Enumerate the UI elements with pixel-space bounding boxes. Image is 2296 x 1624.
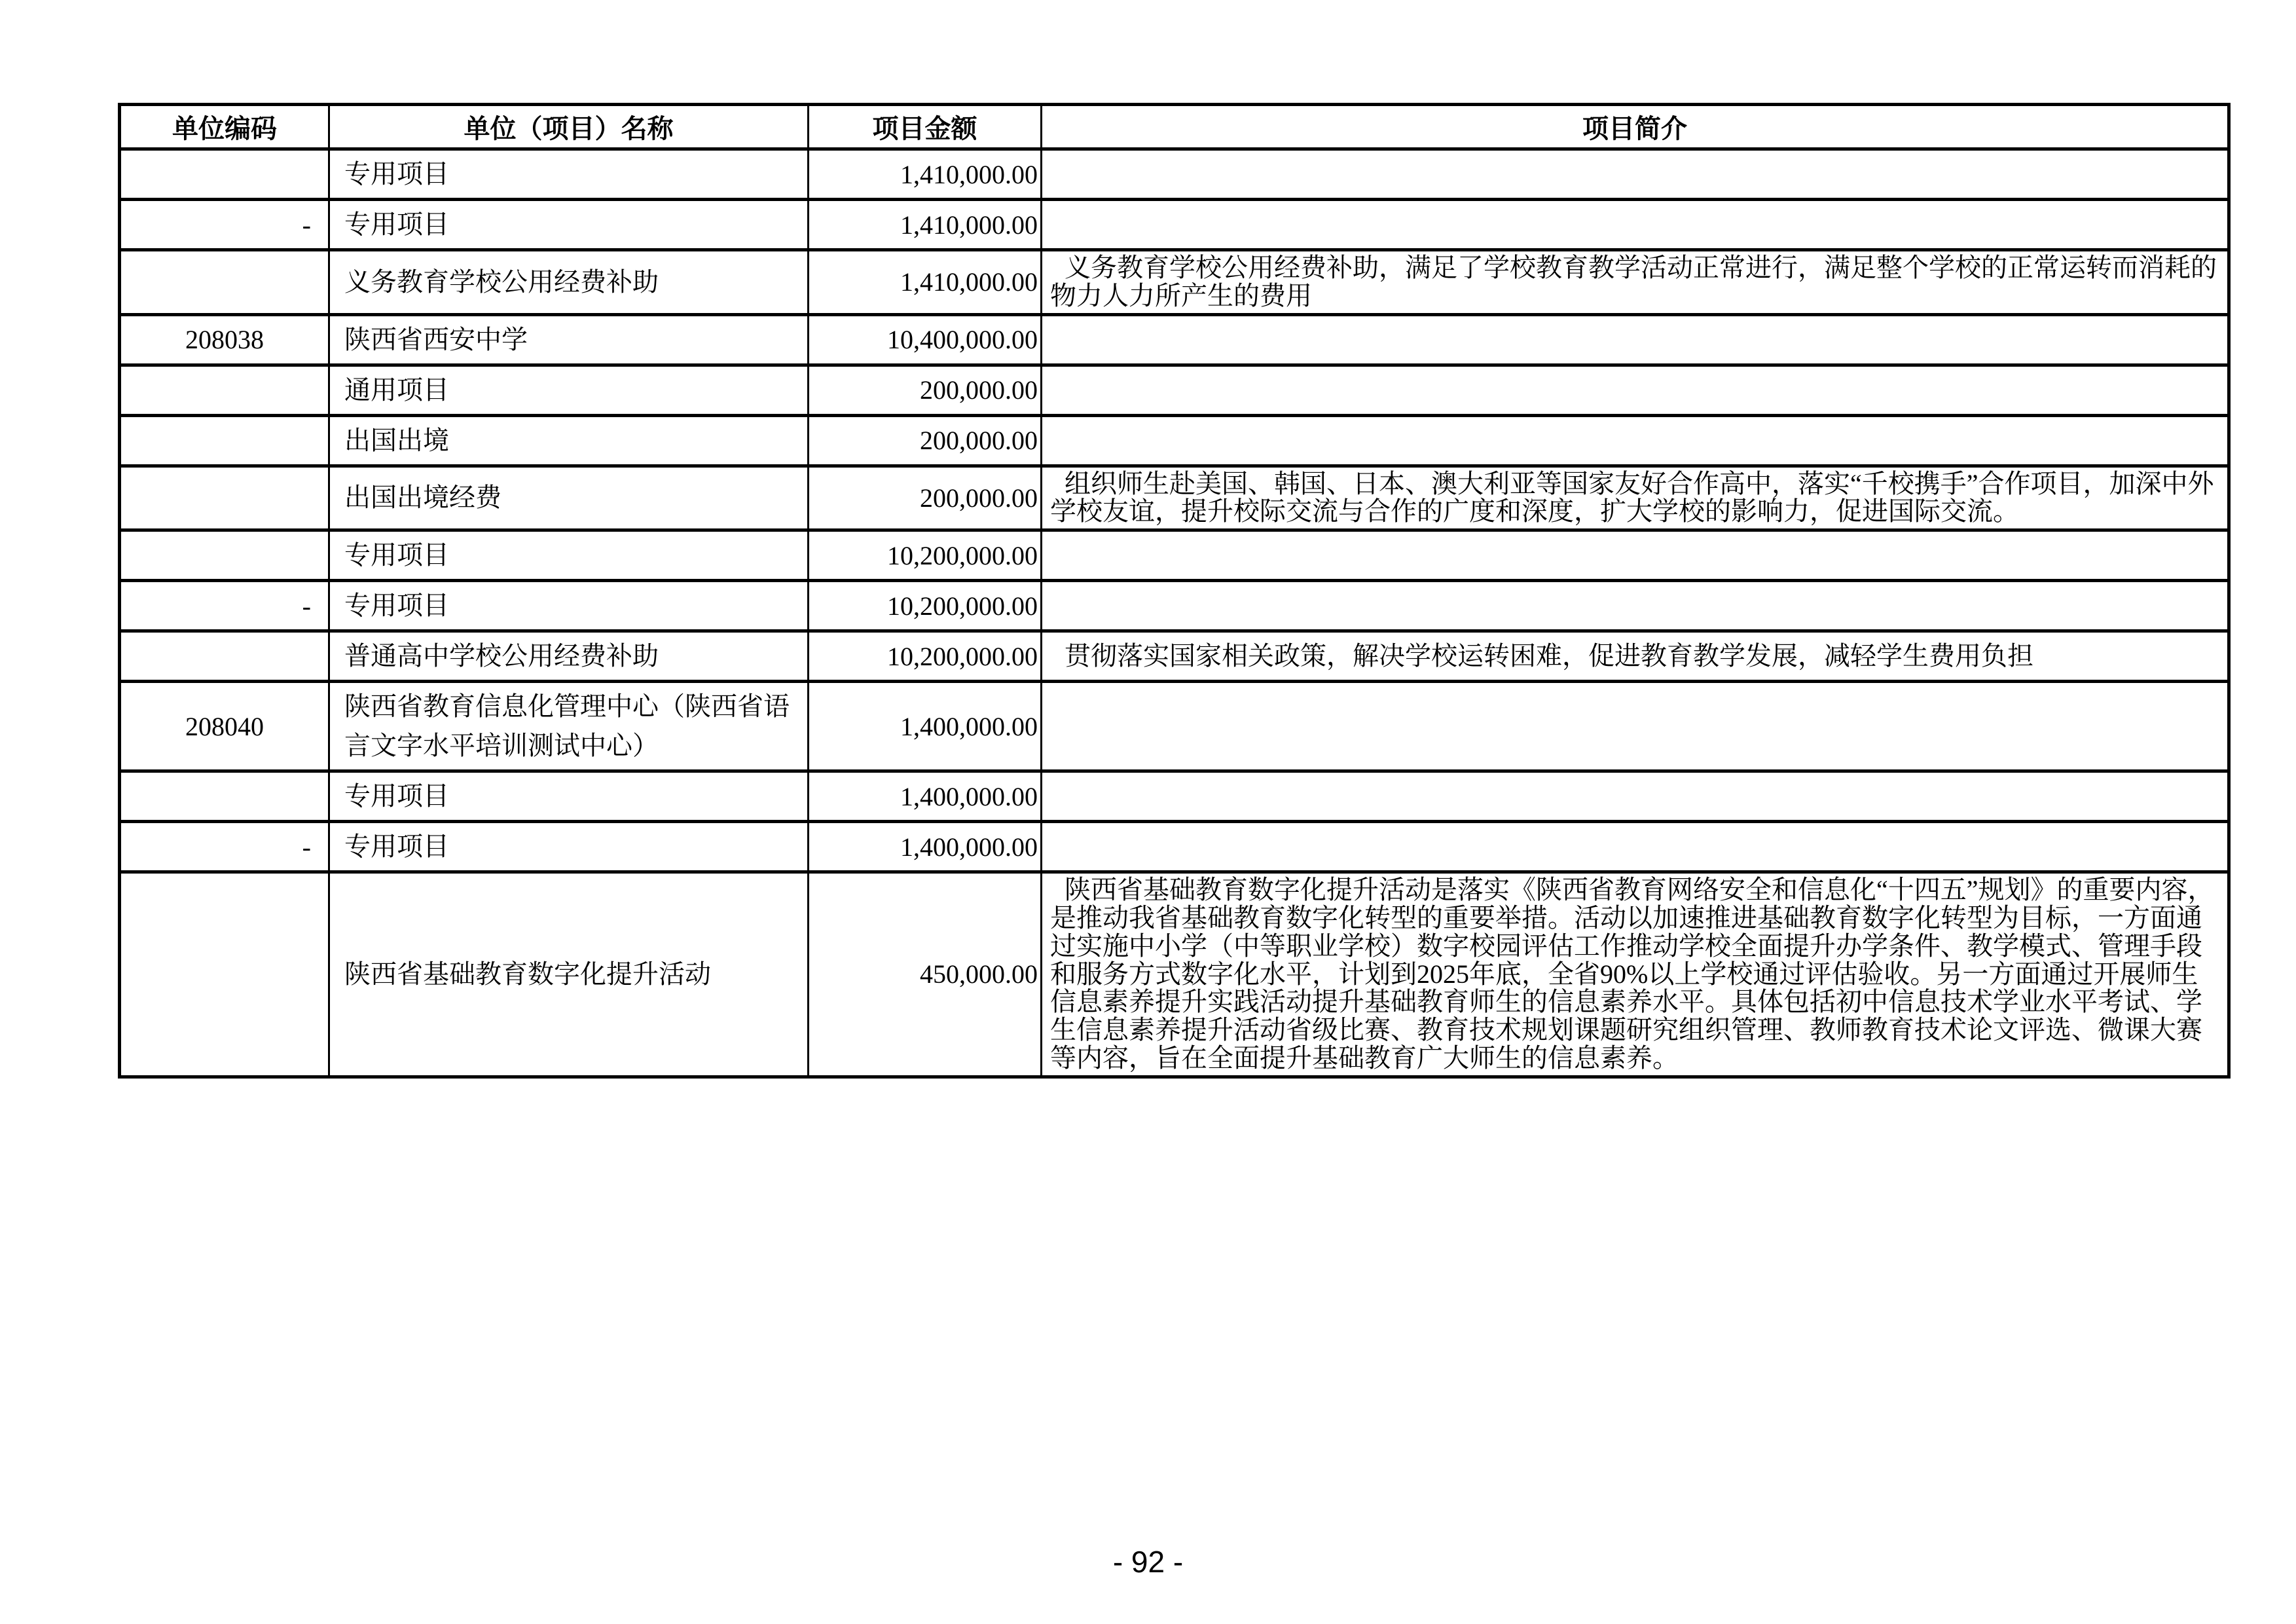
cell-description bbox=[1042, 149, 2229, 200]
cell-description bbox=[1042, 822, 2229, 872]
table-row bbox=[120, 365, 2229, 415]
cell-unit-code: - bbox=[120, 822, 329, 872]
cell-unit-name: 陕西省教育信息化管理中心（陕西省语言文字水平培训测试中心） bbox=[329, 682, 809, 771]
cell-description bbox=[1042, 200, 2229, 250]
cell-unit-code: - bbox=[120, 581, 329, 631]
table-row bbox=[120, 466, 2229, 530]
table-row bbox=[120, 872, 2229, 1077]
cell-unit-name: 陕西省西安中学 bbox=[329, 314, 809, 365]
table-row bbox=[120, 581, 2229, 631]
col-header-amount: 项目金额 bbox=[809, 105, 1042, 149]
cell-amount: 450,000.00 bbox=[809, 872, 1042, 1077]
col-header-unit-code: 单位编码 bbox=[120, 105, 329, 149]
cell-unit-name: 专用项目 bbox=[329, 822, 809, 872]
budget-table bbox=[118, 103, 2231, 1079]
cell-unit-code bbox=[120, 149, 329, 200]
cell-unit-name: 专用项目 bbox=[329, 149, 809, 200]
table-row bbox=[120, 822, 2229, 872]
cell-description bbox=[1042, 314, 2229, 365]
cell-unit-name: 专用项目 bbox=[329, 581, 809, 631]
cell-unit-name: 普通高中学校公用经费补助 bbox=[329, 631, 809, 682]
table-row bbox=[120, 314, 2229, 365]
cell-unit-name: 专用项目 bbox=[329, 200, 809, 250]
table-row bbox=[120, 530, 2229, 581]
cell-amount: 1,410,000.00 bbox=[809, 250, 1042, 315]
cell-unit-code: - bbox=[120, 200, 329, 250]
cell-amount: 10,200,000.00 bbox=[809, 530, 1042, 581]
cell-description: 组织师生赴美国、韩国、日本、澳大利亚等国家友好合作高中，落实“千校携手”合作项目，加深中外学校友谊，提升校际交流与合作的广度和深度，扩大学校的影响力，促进国际交流。 bbox=[1042, 466, 2229, 530]
cell-unit-code: 208040 bbox=[120, 682, 329, 771]
cell-amount: 1,400,000.00 bbox=[809, 682, 1042, 771]
col-header-description: 项目简介 bbox=[1042, 105, 2229, 149]
table-row bbox=[120, 200, 2229, 250]
table-row bbox=[120, 250, 2229, 315]
cell-description bbox=[1042, 365, 2229, 415]
cell-unit-name: 专用项目 bbox=[329, 771, 809, 822]
cell-description bbox=[1042, 530, 2229, 581]
page-number: - 92 - bbox=[1112, 1545, 1184, 1579]
cell-unit-name: 出国出境经费 bbox=[329, 466, 809, 530]
cell-unit-code bbox=[120, 250, 329, 315]
cell-amount: 10,200,000.00 bbox=[809, 631, 1042, 682]
cell-amount: 1,410,000.00 bbox=[809, 200, 1042, 250]
cell-unit-name: 通用项目 bbox=[329, 365, 809, 415]
cell-amount: 10,400,000.00 bbox=[809, 314, 1042, 365]
table-body bbox=[120, 149, 2229, 1077]
cell-description bbox=[1042, 415, 2229, 466]
table-header bbox=[120, 105, 2229, 149]
cell-unit-name: 出国出境 bbox=[329, 415, 809, 466]
cell-unit-code bbox=[120, 415, 329, 466]
table-row bbox=[120, 149, 2229, 200]
cell-unit-code bbox=[120, 365, 329, 415]
cell-amount: 1,400,000.00 bbox=[809, 771, 1042, 822]
cell-description: 义务教育学校公用经费补助，满足了学校教育教学活动正常进行，满足整个学校的正常运转而消耗的物力人力所产生的费用 bbox=[1042, 250, 2229, 315]
cell-unit-code bbox=[120, 466, 329, 530]
cell-amount: 200,000.00 bbox=[809, 466, 1042, 530]
table-row bbox=[120, 415, 2229, 466]
cell-unit-name: 专用项目 bbox=[329, 530, 809, 581]
cell-amount: 10,200,000.00 bbox=[809, 581, 1042, 631]
cell-description bbox=[1042, 581, 2229, 631]
cell-unit-code bbox=[120, 771, 329, 822]
cell-description bbox=[1042, 682, 2229, 771]
table-row bbox=[120, 682, 2229, 771]
cell-amount: 1,410,000.00 bbox=[809, 149, 1042, 200]
cell-unit-name: 义务教育学校公用经费补助 bbox=[329, 250, 809, 315]
cell-amount: 200,000.00 bbox=[809, 365, 1042, 415]
cell-description: 贯彻落实国家相关政策，解决学校运转困难，促进教育教学发展，减轻学生费用负担 bbox=[1042, 631, 2229, 682]
col-header-unit-name: 单位（项目）名称 bbox=[329, 105, 809, 149]
table-row bbox=[120, 631, 2229, 682]
cell-unit-code: 208038 bbox=[120, 314, 329, 365]
cell-description: 陕西省基础教育数字化提升活动是落实《陕西省教育网络安全和信息化“十四五”规划》的重要内容，是推动我省基础教育数字化转型的重要举措。活动以加速推进基础教育数字化转型为目标，一方面通过实施中小学（中等职业学校）数字校园评估工作推动学校全面提升办学条件、教学模式、管理手段和服务方式数字化水平，计划到2025年底，全省90%以上学校通过评估验收。另一方面通过开展师生信息素养提升实践活动提升基础教育师生的信息素养水平。具体包括初中信息技术学业水平考试、学生信息素养提升活动省级比赛、教育技术规划课题研究组织管理、教师教育技术论文评选、微课大赛等内容，旨在全面提升基础教育广大师生的信息素养。 bbox=[1042, 872, 2229, 1077]
cell-unit-code bbox=[120, 631, 329, 682]
cell-unit-code bbox=[120, 872, 329, 1077]
cell-unit-code bbox=[120, 530, 329, 581]
cell-description bbox=[1042, 771, 2229, 822]
cell-amount: 200,000.00 bbox=[809, 415, 1042, 466]
budget-table-container bbox=[118, 103, 2227, 1079]
table-row bbox=[120, 771, 2229, 822]
cell-unit-name: 陕西省基础教育数字化提升活动 bbox=[329, 872, 809, 1077]
header-row bbox=[120, 105, 2229, 149]
cell-amount: 1,400,000.00 bbox=[809, 822, 1042, 872]
